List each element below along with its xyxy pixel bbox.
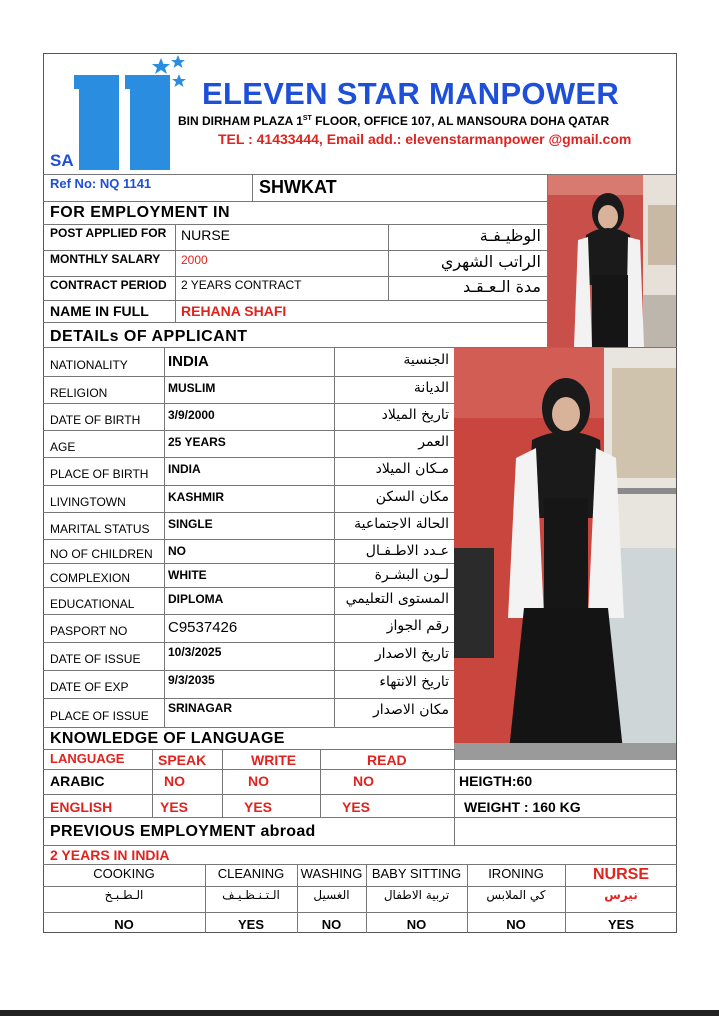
detail-value: INDIA [168,462,201,476]
company-name: ELEVEN STAR MANPOWER [202,76,620,111]
detail-arabic: تاريخ الانتهاء [379,674,449,690]
ref-number [50,177,151,190]
detail-value: 10/3/2025 [168,645,222,659]
fullname-label: NAME IN FULL [50,303,149,319]
detail-label: DATE OF ISSUE [50,652,141,666]
company-logo [48,55,198,173]
detail-arabic: رقم الجواز [386,618,449,634]
detail-arabic: عـدد الاطـفـال [365,543,449,559]
applicant-photo-small [548,175,676,347]
detail-value: INDIA [168,353,209,370]
detail-arabic: مكان السكن [375,489,449,505]
detail-arabic: العمر [418,434,449,450]
post-applied-arabic: الوظيـفـة [479,226,541,245]
skill-arabic: نيرس [604,888,638,902]
detail-arabic: الديانة [413,380,449,396]
detail-arabic: لـون البشـرة [374,567,449,583]
previous-years: 2 YEARS IN INDIA [50,847,170,863]
previous-heading: PREVIOUS EMPLOYMENT abroad [50,823,316,840]
contract-arabic: مدة الـعـقـد [462,277,541,296]
detail-value: 3/9/2000 [168,408,215,422]
lang-arabic-speak: NO [164,773,185,789]
skill-value: NO [114,917,134,932]
lang-col-read: READ [367,752,407,768]
skill-name: IRONING [488,866,544,881]
skill-name: COOKING [93,866,155,881]
lang-english-write: YES [244,799,273,815]
fullname-value: REHANA SHAFI [181,303,287,319]
lang-col-speak: SPEAK [158,752,207,768]
detail-value: KASHMIR [168,490,224,504]
lang-arabic-write: NO [248,773,269,789]
post-applied-value: NURSE [181,227,231,243]
address-sup: ST [302,115,312,122]
detail-value: DIPLOMA [168,592,224,606]
detail-label: AGE [50,440,76,454]
detail-label: DATE OF EXP [50,680,129,694]
lang-col-language: LANGUAGE [50,751,125,766]
detail-label: PASPORT NO [50,624,128,638]
skill-value: YES [237,917,264,932]
employment-heading: FOR EMPLOYMENT IN [50,204,231,221]
salary-arabic: الراتب الشهري [440,252,541,271]
lang-english-speak: YES [160,799,189,815]
salary-label: MONTHLY SALARY [50,252,161,266]
detail-label: PLACE OF ISSUE [50,709,149,723]
lang-col-write: WRITE [251,752,297,768]
skill-name: NURSE [592,866,649,883]
height-value: HEIGTH:60 [459,773,533,789]
skill-arabic: تربية الاطفال [383,888,450,902]
lang-english-read: YES [342,799,371,815]
skill-name: WASHING [300,866,363,881]
detail-arabic: المستوى التعليمي [345,591,449,607]
contract-value: 2 YEARS CONTRACT [181,278,302,292]
detail-value: MUSLIM [168,381,216,395]
ref-label: Ref No: [50,176,97,191]
company-address [178,115,609,127]
lang-english: ENGLISH [50,799,113,815]
language-heading: KNOWLEDGE OF LANGUAGE [50,730,285,747]
applicant-photo-large [454,348,676,760]
skill-arabic: الـتـنـظـيـف [222,888,280,902]
detail-arabic: تاريخ الاصدار [374,646,449,662]
address-post: FLOOR, OFFICE 107, AL MANSOURA DOHA QATAR [311,114,610,128]
detail-label: DATE OF BIRTH [50,413,141,427]
skill-value: NO [506,917,526,932]
detail-arabic: الجنسية [403,352,449,368]
skill-name: CLEANING [217,866,285,881]
detail-label: RELIGION [50,386,108,400]
ref-value: NQ 1141 [99,176,152,191]
detail-label: MARITAL STATUS [50,522,150,536]
detail-arabic: تاريخ الميلاد [381,407,449,423]
detail-value: WHITE [168,568,207,582]
star-icon [152,58,170,74]
detail-value: C9537426 [168,619,238,636]
detail-value: NO [168,544,186,558]
detail-arabic: الحالة الاجتماعية [354,516,449,532]
skill-arabic: الـطـبـخ [104,888,144,902]
contract-label: CONTRACT PERIOD [50,278,167,292]
details-heading: DETAILs OF APPLICANT [50,328,248,345]
salary-value: 2000 [181,253,208,267]
star-icon [172,74,186,87]
skill-arabic: الغسيل [313,888,350,902]
address-pre: BIN DIRHAM PLAZA 1 [178,114,303,128]
detail-label: NO OF CHILDREN [50,547,153,561]
detail-label: PLACE OF BIRTH [50,467,149,481]
skill-arabic: كي الملابس [486,888,546,902]
detail-label: EDUCATIONAL [50,597,135,611]
detail-arabic: مكان الاصدار [373,702,449,718]
detail-label: LIVINGTOWN [50,495,126,509]
detail-value: SRINAGAR [168,701,233,715]
skill-value: NO [406,917,427,932]
bottom-bar [0,1010,719,1016]
skill-name: BABY SITTING [371,866,462,881]
detail-label: NATIONALITY [50,358,128,372]
logo-sa: SA [50,151,74,170]
detail-label: COMPLEXION [50,571,131,585]
skill-value: NO [321,917,342,932]
company-contact: TEL : 41433444, Email add.: elevenstarmanpower @gmail.com [218,131,632,147]
detail-value: SINGLE [168,517,213,531]
detail-arabic: مـكان الميلاد [375,461,449,477]
star-icon [171,55,185,68]
skill-value: YES [607,917,634,932]
detail-value: 25 YEARS [168,435,226,449]
lang-arabic-read: NO [353,773,374,789]
weight-value: WEIGHT : 160 KG [464,799,581,815]
post-applied-label: POST APPLIED FOR [50,226,167,240]
detail-value: 9/3/2035 [168,673,215,687]
applicant-short-name: SHWKAT [259,177,337,197]
lang-arabic: ARABIC [50,773,105,789]
